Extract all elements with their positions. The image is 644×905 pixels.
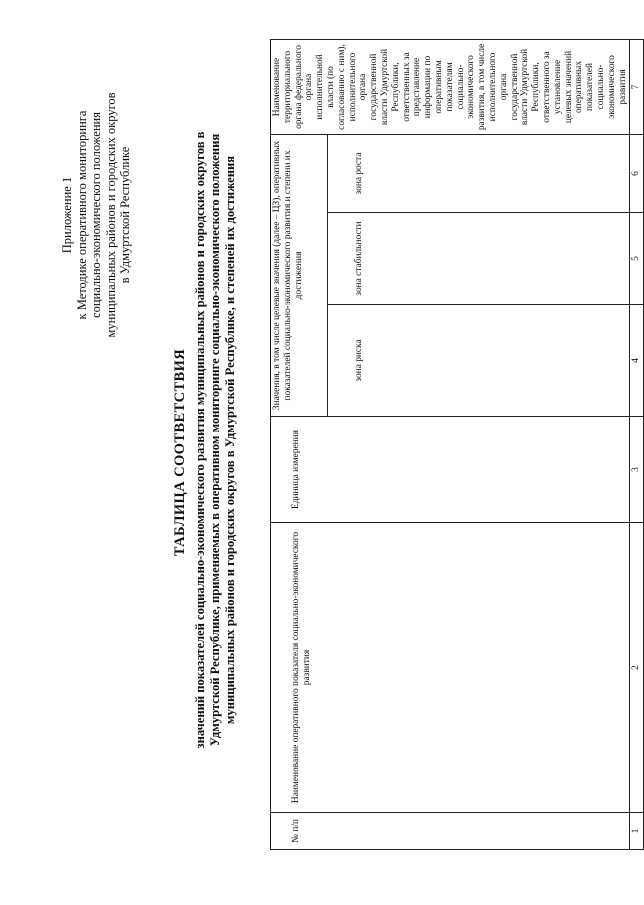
document-subtitle xyxy=(193,85,237,795)
header-risk-zone: зона риска xyxy=(327,305,630,417)
column-number: 2 xyxy=(630,523,644,813)
column-number: 6 xyxy=(630,134,644,212)
appendix-line: в Удмуртской Республике xyxy=(118,146,133,284)
header-values-group: Значения, в том числе целевые значения (далее – ЦЗ), оперативных показателей социально-экономического развития и степени их достижения xyxy=(271,134,328,416)
appendix-line: Приложение 1 xyxy=(60,176,74,254)
appendix-line: социально-экономического положения xyxy=(89,112,104,318)
header-stability-zone: зона стабильности xyxy=(327,213,630,305)
header-unit: Единица измерения xyxy=(271,417,630,523)
subtitle-line: Удмуртской Республике, применяемых в оперативном мониторинге социально-экономического положения xyxy=(207,133,222,747)
subtitle-line: муниципальных районов и городских округов в Удмуртской Республике, и степеней их достижения xyxy=(222,155,237,725)
column-number: 4 xyxy=(630,305,644,417)
appendix-block xyxy=(60,80,133,350)
appendix-line: муниципальных районов и городских округов xyxy=(103,92,118,338)
correspondence-table xyxy=(270,39,644,850)
column-number: 5 xyxy=(630,213,644,305)
header-number: № п/п xyxy=(271,813,630,850)
document-title: ТАБЛИЦА СООТВЕТСТВИЯ xyxy=(172,348,188,557)
header-responsible-body: Наименование территориального органа федерального органа исполнительной власти (по согласованию с ним), исполнительного органа государственной власти Удмуртской Республики, ответственных за представление информации по оперативным показателям социально-экономического развития, в том числе исполнительного органа государственной власти Удмуртской Республики, ответственного за установление целевых значений оперативных показателей социально-экономического развития xyxy=(271,39,630,134)
appendix-line: к Методике оперативного мониторинга xyxy=(74,110,89,320)
header-indicator-name: Наименование оперативного показателя социально-экономического развития xyxy=(271,523,630,813)
column-number: 3 xyxy=(630,417,644,523)
header-growth-zone: зона роста xyxy=(327,134,630,212)
column-number: 7 xyxy=(630,39,644,134)
column-number: 1 xyxy=(630,813,644,850)
subtitle-line: значений показателей социально-экономического развития муниципальных районов и городских округов в xyxy=(193,131,207,749)
